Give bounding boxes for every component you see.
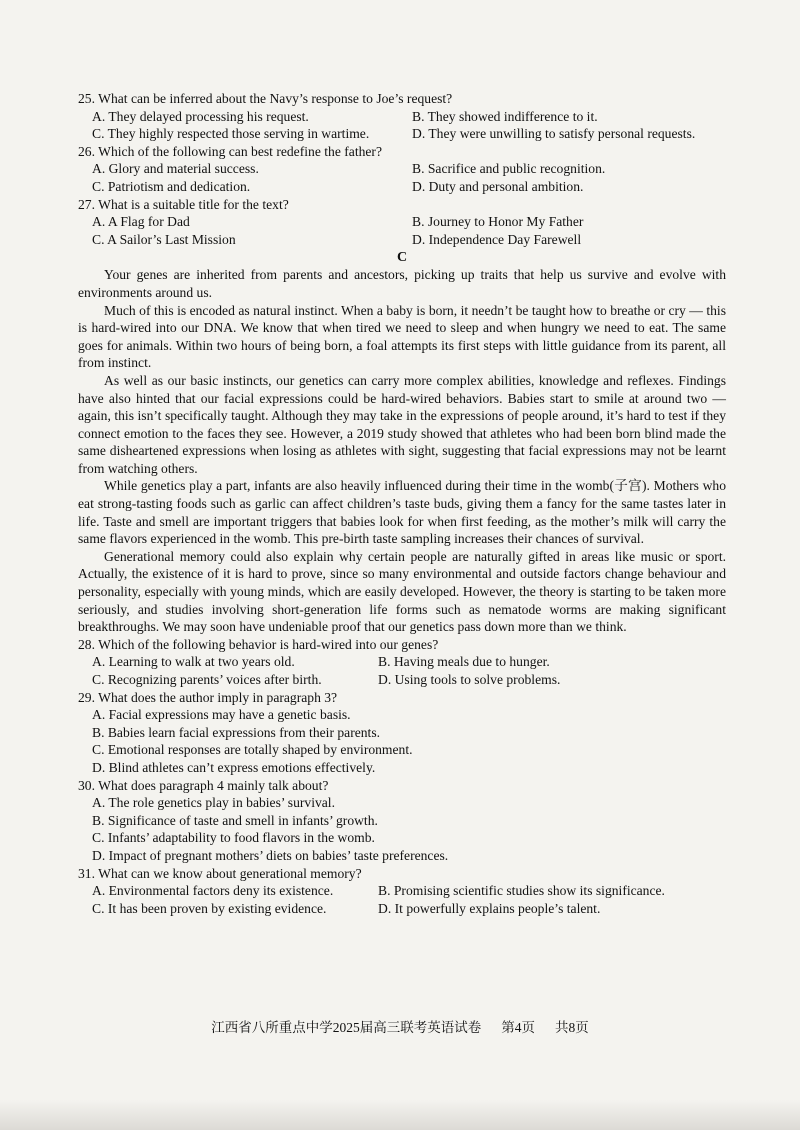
passage-paragraph-1: Your genes are inherited from parents and ancestors, picking up traits that help us survive and evolve with environments around us. (78, 267, 726, 300)
exam-name: 江西省八所重点中学2025届高三联考英语试卷 (211, 1020, 482, 1035)
option-d: D. Blind athletes can’t express emotions effectively. (92, 759, 376, 775)
question-stem: 25. What can be inferred about the Navy’s response to Joe’s request? (78, 91, 453, 106)
passage-paragraph-4: While genetics play a part, infants are also heavily influenced during their time in the womb(子宫). Mothers who eat strong-tasting foods such as garlic can affect children’s taste buds, giving them a fancy for the same tastes later in life. Taste and smell are important triggers that babies look for when first feeding, as the mother’s milk will carry the same flavors experienced in the womb. This pre-birth taste sampling increases their chances of survival. (78, 478, 726, 547)
option-b: B. Promising scientific studies show its significance. (378, 883, 665, 899)
option-c: C. They highly respected those serving in wartime. (92, 126, 370, 142)
option-a: A. Facial expressions may have a genetic basis. (92, 707, 351, 723)
question-31 (78, 865, 726, 918)
option-b: B. Babies learn facial expressions from their parents. (92, 724, 381, 740)
passage-paragraph-2: Much of this is encoded as natural instinct. When a baby is born, it needn’t be taught how to breathe or cry — this is hard-wired into our DNA. We know that when tired we need to sleep and when hungry we need to eat. The same goes for animals. Within two hours of being born, a foal attempts its first steps with little guidance from its parent, all from instinct. (78, 302, 726, 371)
option-d: D. Impact of pregnant mothers’ diets on babies’ taste preferences. (92, 847, 449, 863)
question-stem: 28. Which of the following behavior is hard-wired into our genes? (78, 636, 439, 652)
option-c: C. A Sailor’s Last Mission (92, 231, 236, 247)
question-28 (78, 636, 726, 689)
question-25 (78, 90, 726, 143)
option-a: A. Glory and material success. (92, 161, 259, 177)
question-stem: 30. What does paragraph 4 mainly talk about? (78, 777, 329, 793)
page-footer (0, 1016, 800, 1036)
question-30 (78, 777, 726, 865)
question-27 (78, 196, 726, 249)
option-b: B. Significance of taste and smell in infants’ growth. (92, 812, 378, 828)
total-pages: 共8页 (555, 1020, 589, 1035)
question-29 (78, 689, 726, 777)
option-b: B. Journey to Honor My Father (412, 214, 584, 230)
question-stem: 29. What does the author imply in paragraph 3? (78, 689, 338, 705)
option-a: A. They delayed processing his request. (92, 108, 309, 124)
option-c: C. Emotional responses are totally shaped by environment. (92, 742, 413, 758)
page-content (78, 90, 726, 917)
option-d: D. They were unwilling to satisfy personal requests. (412, 126, 696, 142)
option-d: D. Duty and personal ambition. (412, 178, 584, 194)
option-a: A. The role genetics play in babies’ survival. (92, 795, 335, 811)
question-stem: 26. Which of the following can best redefine the father? (78, 143, 382, 159)
option-d: D. Independence Day Farewell (412, 231, 582, 247)
option-b: B. Sacrifice and public recognition. (412, 161, 606, 177)
option-a: A. Environmental factors deny its existence. (92, 883, 334, 899)
option-a: A. Learning to walk at two years old. (92, 654, 295, 670)
section-title: C (396, 250, 408, 266)
option-a: A. A Flag for Dad (92, 214, 190, 230)
reading-passage (78, 266, 726, 635)
option-c: C. Recognizing parents’ voices after birth. (92, 672, 322, 687)
option-c: C. Infants’ adaptability to food flavors in the womb. (92, 830, 375, 846)
question-stem: 31. What can we know about generational memory? (78, 865, 362, 881)
option-d: D. It powerfully explains people’s talent. (378, 900, 601, 916)
option-c: C. It has been proven by existing evidence. (92, 900, 327, 916)
question-26 (78, 143, 726, 196)
option-b: B. They showed indifference to it. (412, 108, 598, 124)
passage-paragraph-3: As well as our basic instincts, our genetics can carry more complex abilities, knowledge and reflexes. Findings have also hinted that our facial expressions could be hard-wired behaviors. Babies start to smile at around two — again, this isn’t specifically taught. Although they may take in the expressions of people around, it’s hard to test if they connect emotion to the faces they see. However, a 2019 study showed that athletes who had been born blind made the same disheartened expressions when losing as athletes with sight, suggesting that facial expressions may not be learnt from watching others. (78, 372, 726, 476)
option-b: B. Having meals due to hunger. (378, 654, 550, 670)
page-number: 第4页 (501, 1020, 535, 1035)
passage-paragraph-5: Generational memory could also explain why certain people are naturally gifted in areas like music or sport. Actually, the existence of it is hard to prove, since so many environmental and outside factors change behaviour and personality, especially with young minds, which are easily developed. However, the theory is starting to be taken more seriously, and studies involving short-generation life forms such as nematode worms are making significant breakthroughs. We may soon have undeniable proof that our genetics pass down more than we think. (78, 548, 726, 635)
question-stem: 27. What is a suitable title for the text? (78, 196, 289, 212)
scan-shadow (0, 1100, 800, 1130)
option-d: D. Using tools to solve problems. (378, 672, 561, 687)
option-c: C. Patriotism and dedication. (92, 178, 251, 194)
